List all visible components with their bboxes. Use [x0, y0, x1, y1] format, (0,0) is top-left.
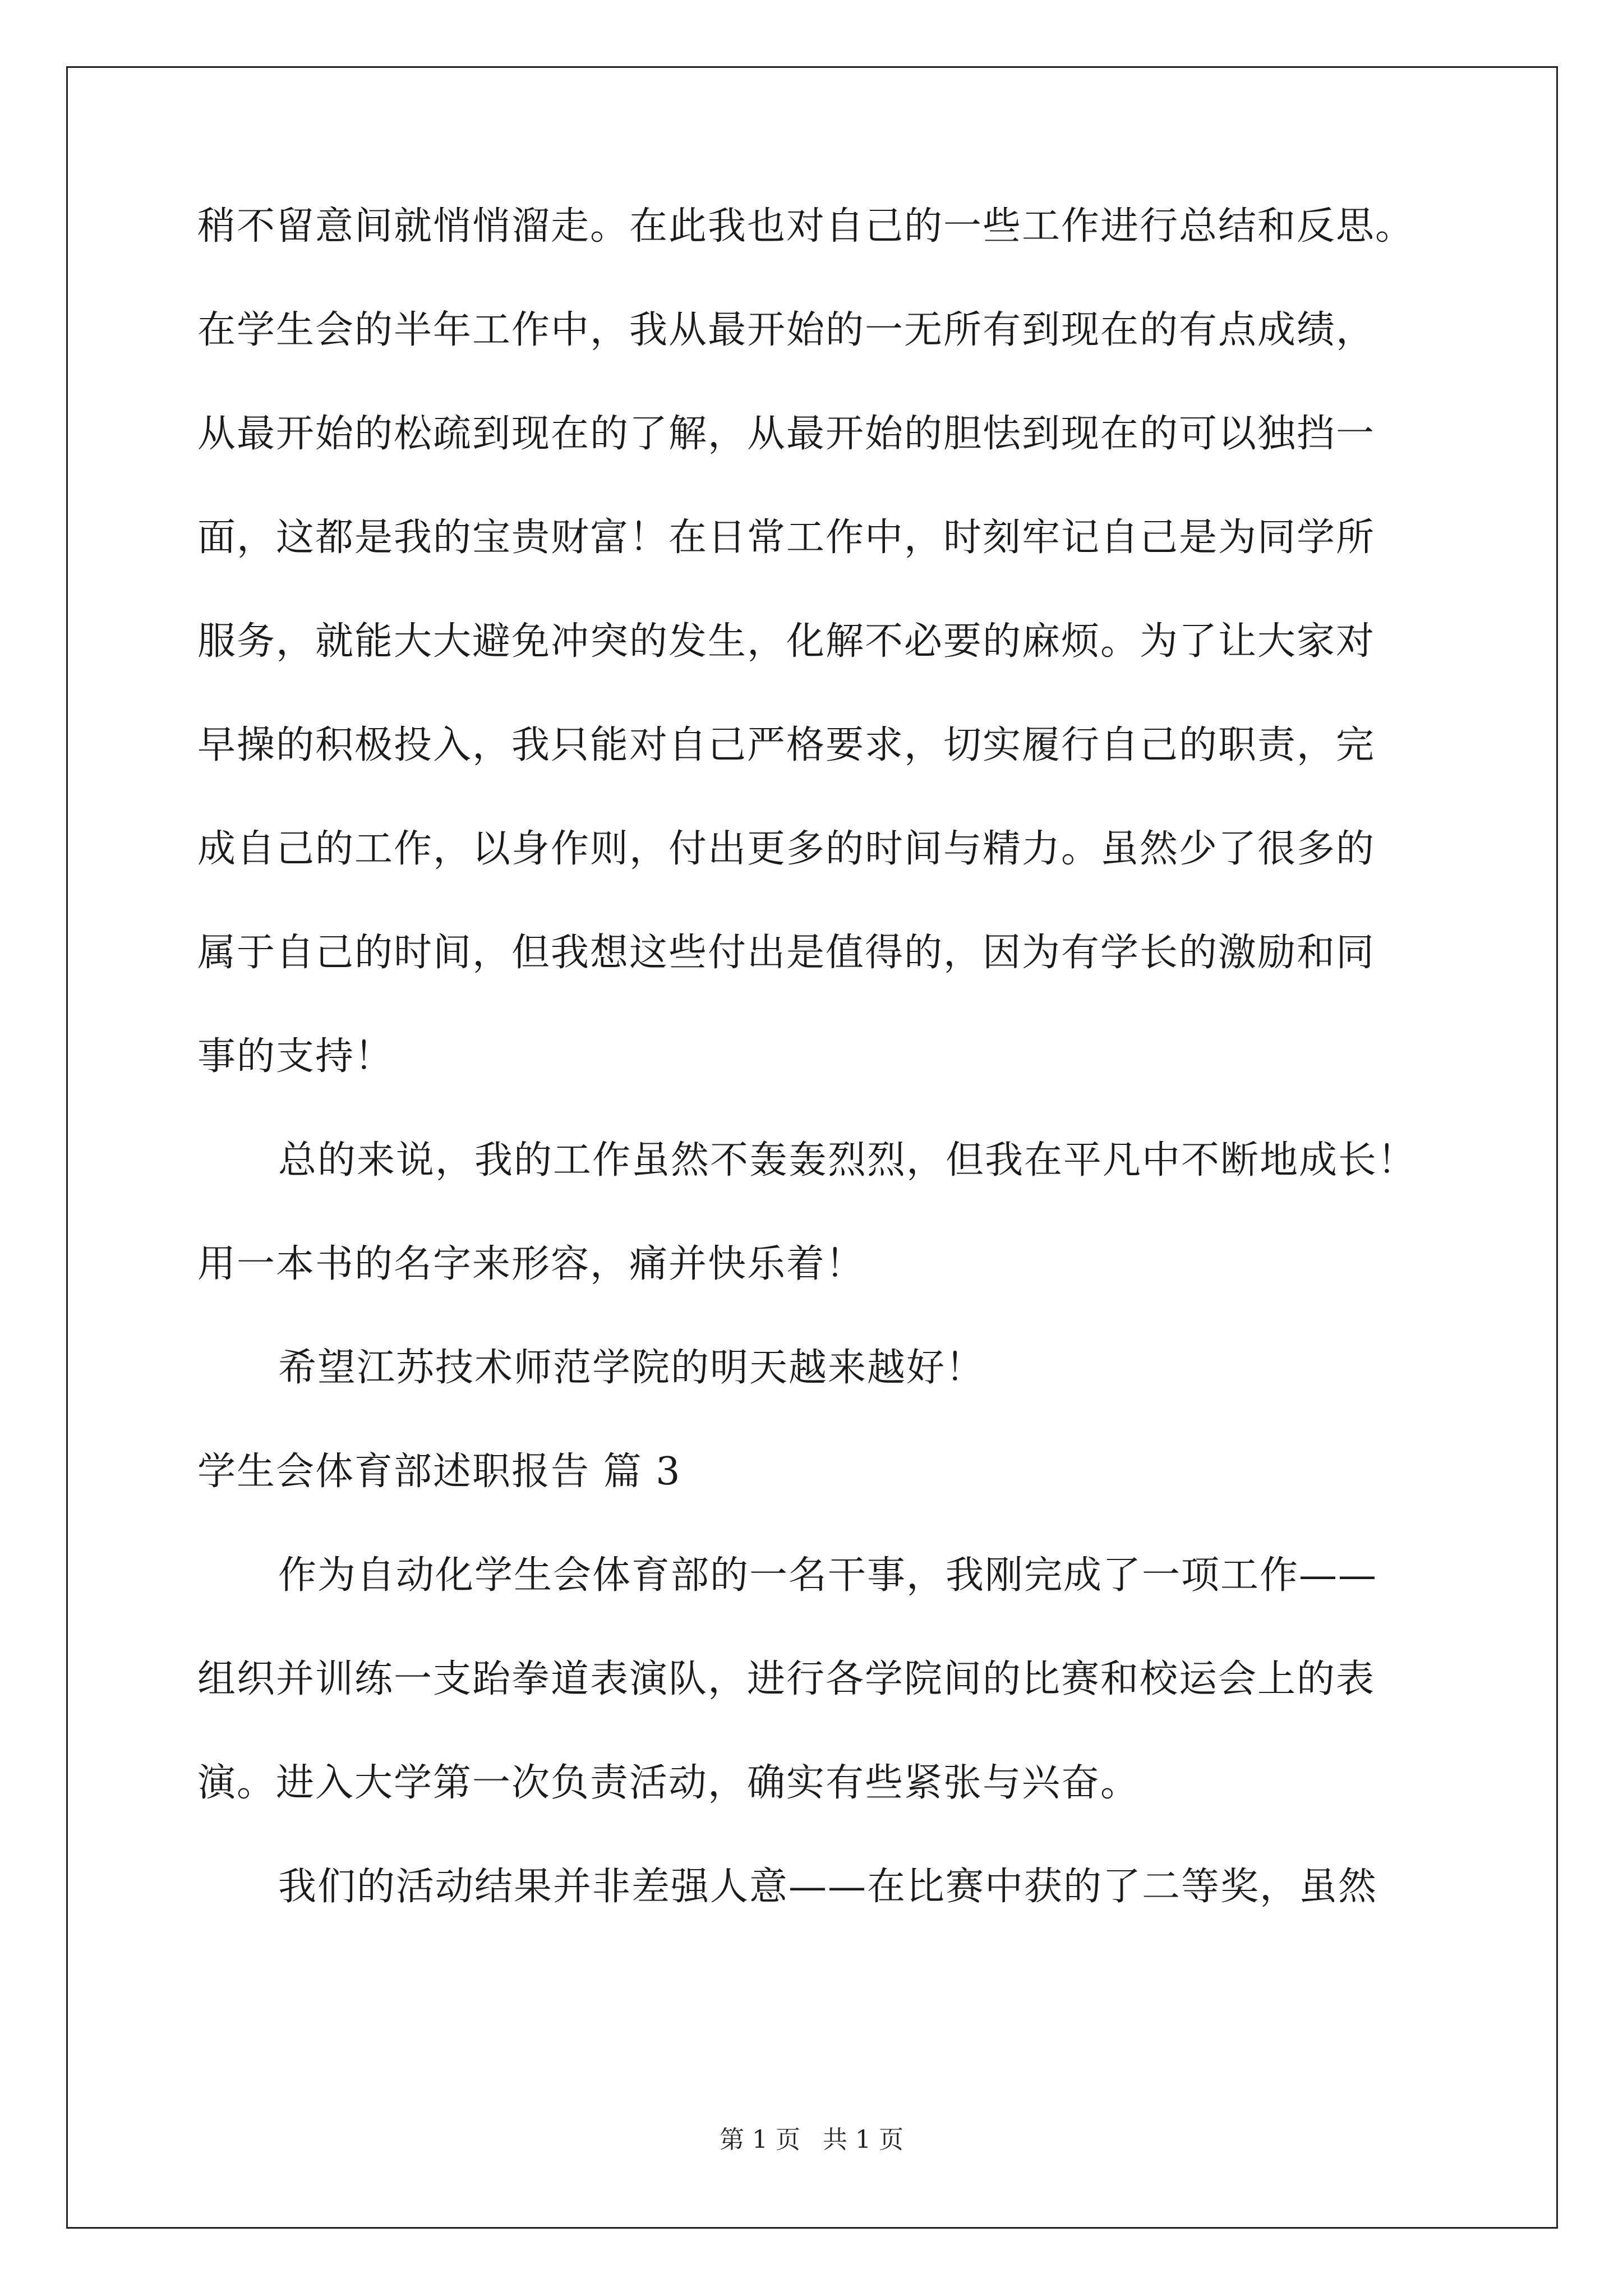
- body-line: 稍不留意间就悄悄溜走。在此我也对自己的一些工作进行总结和反思。: [197, 204, 1415, 249]
- page-number: 第 1 页: [720, 2125, 800, 2154]
- body-line: 用一本书的名字来形容，痛并快乐着！: [197, 1242, 865, 1286]
- body-line: 总的来说，我的工作虽然不轰轰烈烈，但我在平凡中不断地成长！: [278, 1138, 1417, 1182]
- body-line: 服务，就能大大避免冲突的发生，化解不必要的麻烦。为了让大家对: [197, 619, 1376, 664]
- page-total: 共 1 页: [823, 2125, 903, 2154]
- body-line: 面，这都是我的宝贵财富！在日常工作中，时刻牢记自己是为同学所: [197, 516, 1376, 560]
- page-footer: [0, 2125, 1623, 2154]
- body-line: 演。进入大学第一次负责活动，确实有些紧张与兴奋。: [197, 1761, 1140, 1805]
- body-line: 在学生会的半年工作中，我从最开始的一无所有到现在的有点成绩，: [197, 308, 1376, 352]
- body-line: 希望江苏技术师范学院的明天越来越好！: [278, 1346, 985, 1390]
- body-line: 属于自己的时间，但我想这些付出是值得的，因为有学长的激励和同: [197, 931, 1376, 975]
- body-line: 成自己的工作，以身作则，付出更多的时间与精力。虽然少了很多的: [197, 827, 1376, 871]
- body-line: 从最开始的松疏到现在的了解，从最开始的胆怯到现在的可以独挡一: [197, 412, 1376, 456]
- body-line: 组织并训练一支跆拳道表演队，进行各学院间的比赛和校运会上的表: [197, 1657, 1376, 1701]
- body-line: 早操的积极投入，我只能对自己严格要求，切实履行自己的职责，完: [197, 723, 1376, 767]
- section-heading: 学生会体育部述职报告 篇 3: [197, 1450, 681, 1494]
- body-line: 事的支持！: [197, 1034, 394, 1079]
- body-line: 我们的活动结果并非差强人意——在比赛中获的了二等奖，虽然: [278, 1865, 1378, 1909]
- body-line: 作为自动化学生会体育部的一名干事，我刚完成了一项工作——: [278, 1553, 1378, 1598]
